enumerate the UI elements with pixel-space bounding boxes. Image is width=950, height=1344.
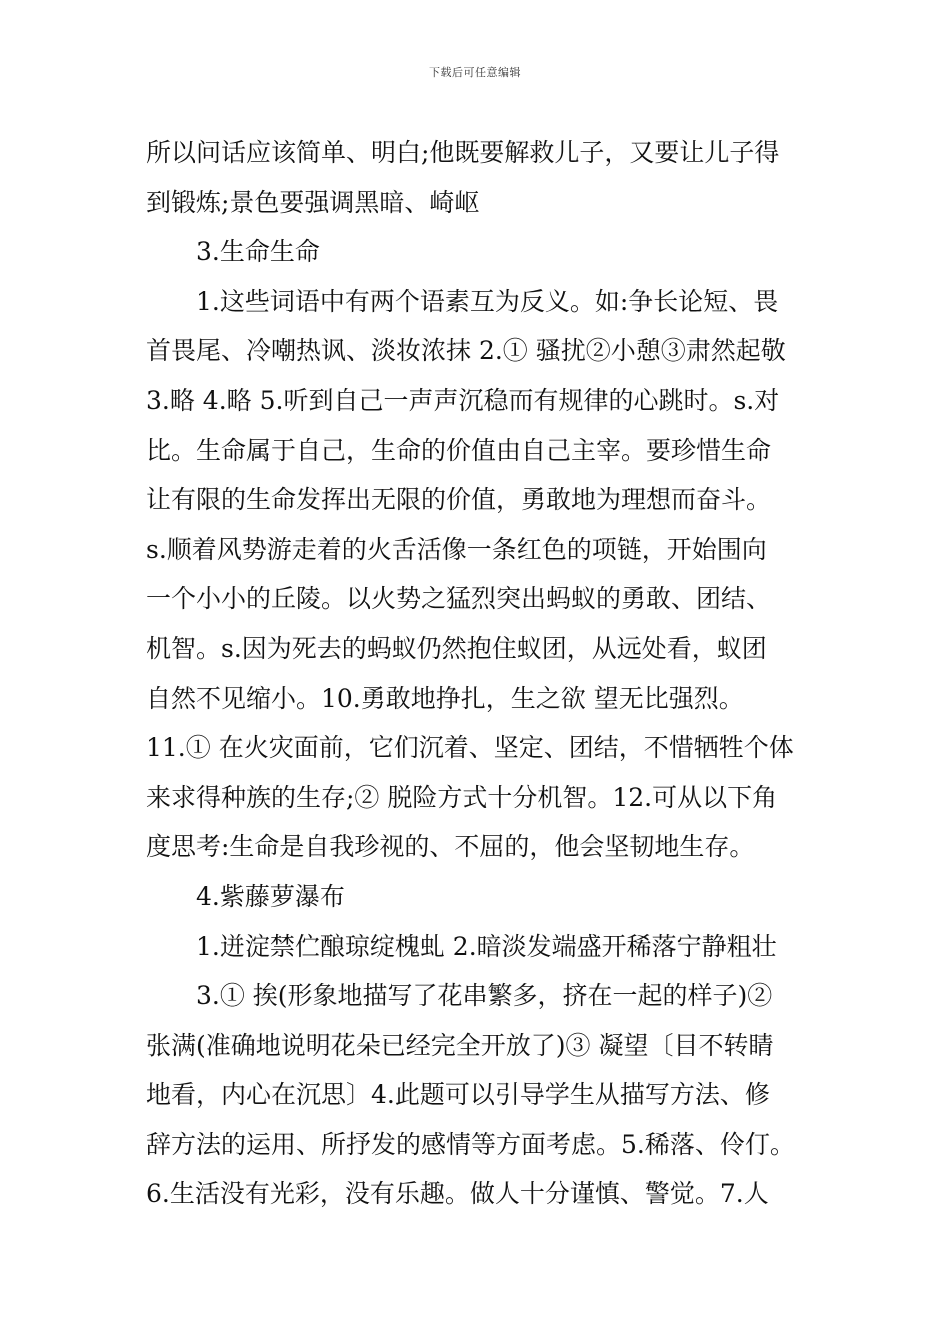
text-line: 比。生命属于自己，生命的价值由自己主宰。要珍惜生命: [146, 435, 772, 465]
text-line: 3.略 4.略 5.听到自己一声声沉稳而有规律的心跳时。s.对: [146, 385, 780, 415]
text-line: 1.这些词语中有两个语素互为反义。如:争长论短、畏: [196, 286, 779, 316]
text-line: 来求得种族的生存;② 脱险方式十分机智。12.可从以下角: [146, 782, 778, 812]
text-line: 一个小小的丘陵。以火势之猛烈突出蚂蚁的勇敢、团结、: [146, 584, 772, 614]
text-line: 11.① 在火灾面前，它们沉着、坚定、团结，不惜牺牲个体: [146, 733, 794, 763]
text-line: 3.① 挨(形象地描写了花串繁多，挤在一起的样子)②: [196, 981, 773, 1011]
section-heading: 3.生命生命: [196, 237, 320, 267]
text-line: 自然不见缩小。10.勇敢地挣扎，生之欲 望无比强烈。: [146, 683, 744, 713]
text-line: 1.迸淀禁伫酿琼绽槐虬 2.暗淡发端盛开稀落宁静粗壮: [196, 931, 777, 961]
text-line: 度思考:生命是自我珍视的、不屈的，他会坚韧地生存。: [146, 832, 755, 862]
text-line: 机智。s.因为死去的蚂蚁仍然抱住蚁团，从远处看，蚁团: [146, 633, 767, 663]
text-line: 所以问话应该简单、明白;他既要解救儿子，又要让儿子得: [146, 138, 780, 167]
text-line: 让有限的生命发挥出无限的价值，勇敢地为理想而奋斗。: [146, 485, 772, 515]
document-body: [146, 128, 836, 1219]
text-line: 地看，内心在沉思〕4.此题可以引导学生从描写方法、修: [146, 1080, 770, 1110]
text-line: 首畏尾、冷嘲热讽、淡妆浓抹 2.① 骚扰②小憩③肃然起敬: [146, 336, 786, 366]
text-line: 辞方法的运用、所抒发的感情等方面考虑。5.稀落、伶仃。: [146, 1129, 795, 1159]
text-line: 张满(准确地说明花朵已经完全开放了)③ 凝望〔目不转睛: [146, 1030, 774, 1060]
text-line: 到锻炼;景色要强调黑暗、崎岖: [146, 187, 480, 217]
section-heading: 4.紫藤萝瀑布: [196, 881, 345, 911]
text-line: 6.生活没有光彩，没有乐趣。做人十分谨慎、警觉。7.人: [146, 1179, 769, 1209]
page-header: 下载后可任意编辑: [429, 66, 521, 79]
text-line: s.顺着风势游走着的火舌活像一条红色的项链，开始围向: [146, 534, 767, 564]
